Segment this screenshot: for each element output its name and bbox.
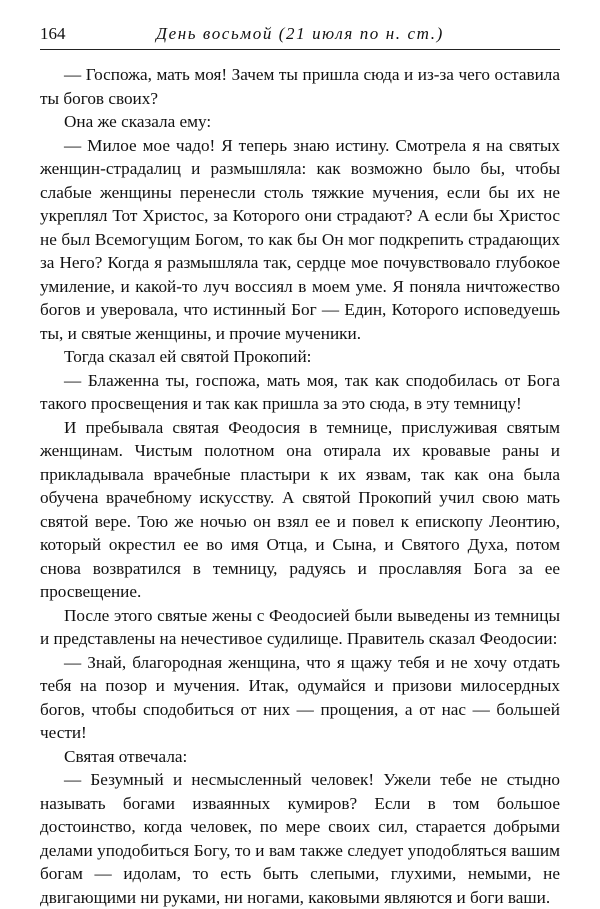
paragraph: Она же сказала ему: [64,112,212,131]
book-page [40,22,560,909]
paragraph: После этого святые жены с Феодосией были выведены из темницы и представлены на нечестивое судилище. Правитель сказал Феодосии: [40,605,560,648]
paragraph: Тогда сказал ей святой Прокопий: [64,347,312,366]
paragraph: — Госпожа, мать моя! Зачем ты пришла сюда и из-за чего оставила ты богов своих? [40,65,560,108]
paragraph: Святая отвечала: [64,746,188,766]
header-rule [40,49,560,50]
running-head-title: День восьмой (21 июля по н. ст.) [156,24,444,43]
paragraph: — Милое мое чадо! Я теперь знаю истину. Смотрела я на святых женщин-страдалиц и размышляла: как возможно было бы, чтобы слабые женщины перенесли столь тяжкие мучения, если бы их не укреплял Тот Христос, за Которого они страдают? А если бы Христос не был Всемогущим Богом, то как бы Он мог подкрепить страдающих за Него? Когда я размышляла так, сердце мое почувствовало глубокое умиление, и какой-то луч воссиял в моем уме. Я поняла ничтожество богов и уверовала, что истинный Бог — Един, Которого исповедуешь ты, и святые женщины, и прочие мученики. [40,135,560,343]
paragraph: — Знай, благородная женщина, что я щажу тебя и не хочу отдать тебя на позор и мучения. Итак, одумайся и призови милосердных богов, чтобы сподобиться от них — прощения, а от нас — большей чести! [40,652,560,742]
paragraph: — Блаженна ты, госпожа, мать моя, так как сподобилась от Бога такого просвещения и так как пришла за это сюда, в эту темницу! [40,370,560,413]
paragraph: — Безумный и несмысленный человек! Ужели тебе не стыдно называть богами изваянных кумиров? Если в том большое достоинство, когда человек, по мере своих сил, старается добрыми делами уподобиться Богу, то и вам также следует уподобляться вашим богам — идолам, то есть быть слепыми, глухими, немыми, не двигающими ни руками, ни ногами, каковыми являются и боги ваши. [40,770,560,907]
body-text [40,63,560,909]
page-number: 164 [40,24,66,43]
running-head [40,22,560,46]
paragraph: И пребывала святая Феодосия в темнице, прислуживая святым женщинам. Чистым полотном она отирала их кровавые раны и прикладывала врачебные пластыри к их язвам, так как она была обучена врачебному искусству. А святой Прокопий учил свою мать святой вере. Тою же ночью он взял ее и повел к епископу Леонтию, который окрестил ее во имя Отца, и Сына, и Святого Духа, потом снова возвратился в темницу, радуясь и прославляя Бога за ее просвещение. [40,417,560,601]
